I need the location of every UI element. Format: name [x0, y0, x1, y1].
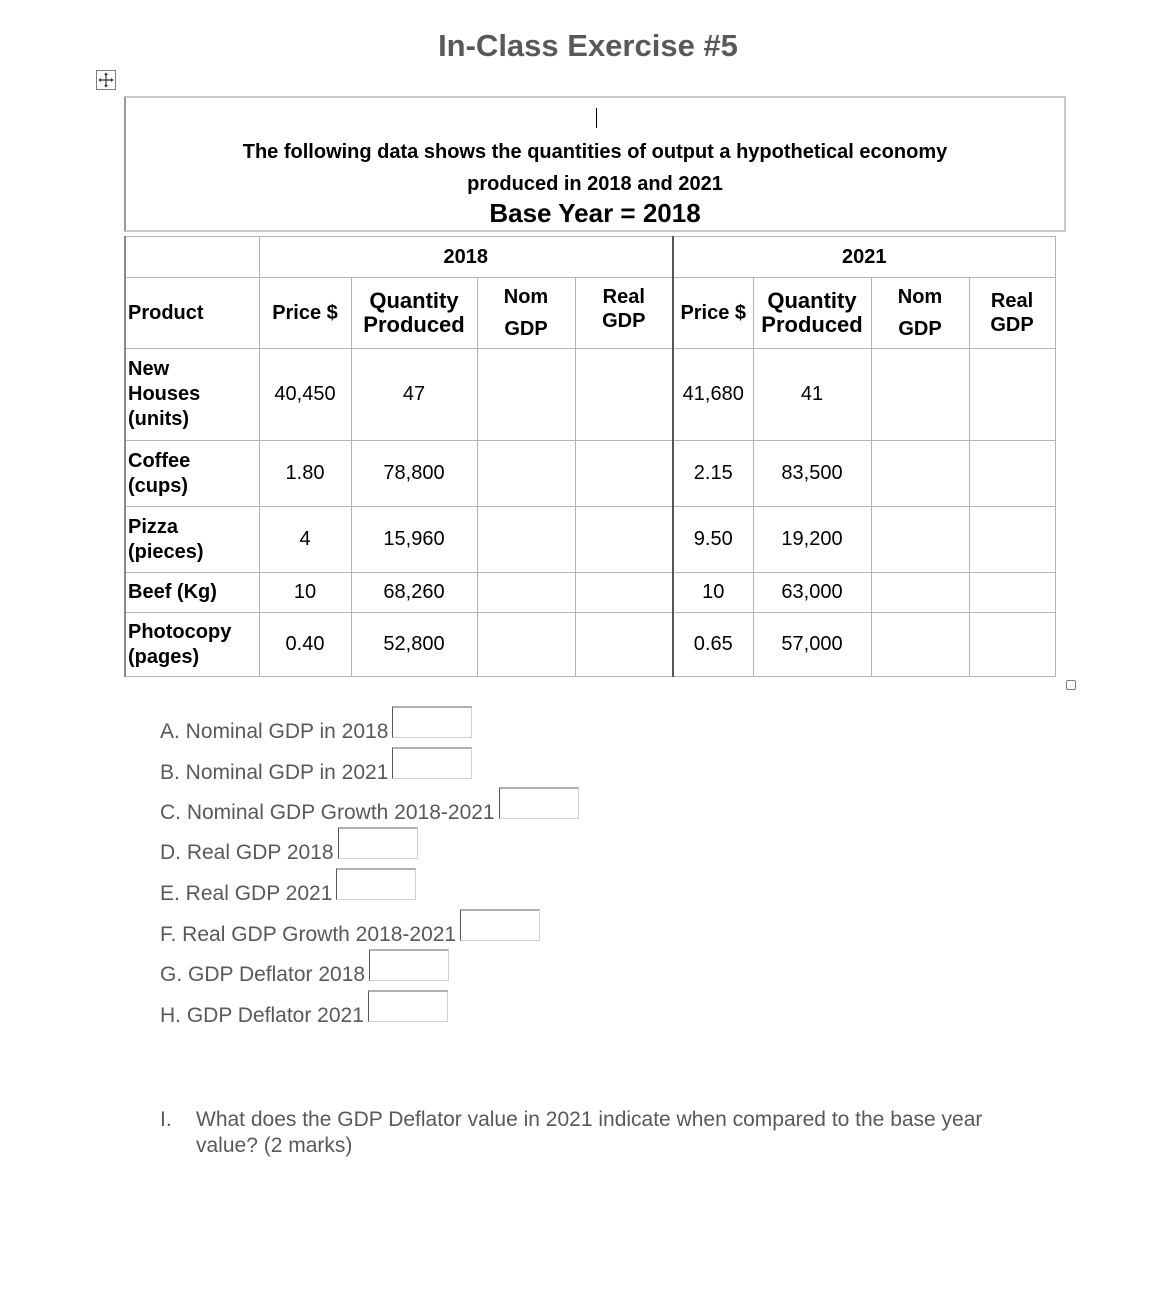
table-row [125, 573, 1055, 613]
gdp-table [124, 236, 1056, 677]
nom-gdp-2021-cell[interactable] [871, 507, 969, 573]
intro-text [124, 136, 1066, 200]
product-cell: Photocopy (pages) [125, 613, 259, 677]
col-quantity-2021: Quantity Produced [753, 278, 871, 349]
year-header-blank [125, 237, 259, 278]
col-real-gdp-2021: Real GDP [969, 278, 1055, 349]
product-cell: Beef (Kg) [125, 573, 259, 613]
intro-line-1: The following data shows the quantities of output a hypothetical economy [242, 141, 948, 163]
price-2018-cell: 4 [259, 507, 351, 573]
real-gdp-2021-cell[interactable] [969, 349, 1055, 441]
nom-gdp-2018-cell[interactable] [477, 613, 575, 677]
product-cell: New Houses (units) [125, 349, 259, 441]
real-gdp-2018-cell[interactable] [575, 573, 673, 613]
question-d: D. Real GDP 2018 [160, 835, 418, 865]
move-arrows-icon [97, 71, 115, 89]
table-row [125, 349, 1055, 441]
answer-field-e[interactable] [336, 868, 416, 900]
price-2021-cell: 2.15 [673, 441, 753, 507]
quantity-2018-cell: 68,260 [351, 573, 477, 613]
product-cell: Coffee (cups) [125, 441, 259, 507]
text-cursor [596, 108, 597, 128]
quantity-2018-cell: 52,800 [351, 613, 477, 677]
quantity-2021-cell: 83,500 [753, 441, 871, 507]
price-2018-cell: 40,450 [259, 349, 351, 441]
question-h: H. GDP Deflator 2021 [160, 998, 448, 1028]
year-header-2018: 2018 [259, 237, 673, 278]
price-2018-cell: 1.80 [259, 441, 351, 507]
quantity-2018-cell: 15,960 [351, 507, 477, 573]
answer-field-g[interactable] [369, 949, 449, 981]
price-2021-cell: 41,680 [673, 349, 753, 441]
col-product: Product [125, 278, 259, 349]
answer-field-c[interactable] [499, 787, 579, 819]
real-gdp-2018-cell[interactable] [575, 441, 673, 507]
year-header-2021: 2021 [673, 237, 1055, 278]
question-a: A. Nominal GDP in 2018 [160, 714, 472, 744]
table-row [125, 441, 1055, 507]
answer-field-a[interactable] [392, 706, 472, 738]
question-i-number: I. [160, 1108, 172, 1131]
nom-gdp-2018-cell[interactable] [477, 507, 575, 573]
question-g: G. GDP Deflator 2018 [160, 957, 449, 987]
answer-field-d[interactable] [338, 827, 418, 859]
product-cell: Pizza (pieces) [125, 507, 259, 573]
quantity-2021-cell: 19,200 [753, 507, 871, 573]
col-quantity-2018: Quantity Produced [351, 278, 477, 349]
quantity-2021-cell: 63,000 [753, 573, 871, 613]
table-resize-handle[interactable] [1066, 680, 1076, 690]
real-gdp-2021-cell[interactable] [969, 507, 1055, 573]
price-2021-cell: 9.50 [673, 507, 753, 573]
col-price-2018: Price $ [259, 278, 351, 349]
col-nom-gdp-2018: Nom GDP [477, 278, 575, 349]
answer-field-h[interactable] [368, 990, 448, 1022]
quantity-2018-cell: 47 [351, 349, 477, 441]
real-gdp-2018-cell[interactable] [575, 507, 673, 573]
real-gdp-2018-cell[interactable] [575, 349, 673, 441]
nom-gdp-2021-cell[interactable] [871, 573, 969, 613]
real-gdp-2021-cell[interactable] [969, 441, 1055, 507]
nom-gdp-2021-cell[interactable] [871, 613, 969, 677]
question-i [160, 1107, 1040, 1159]
page-title: In-Class Exercise #5 [438, 28, 738, 63]
question-i-text: What does the GDP Deflator value in 2021 indicate when compared to the base year value? (2 marks) [196, 1108, 983, 1157]
real-gdp-2021-cell[interactable] [969, 613, 1055, 677]
price-2018-cell: 0.40 [259, 613, 351, 677]
table-row [125, 613, 1055, 677]
real-gdp-2021-cell[interactable] [969, 573, 1055, 613]
col-price-2021: Price $ [673, 278, 753, 349]
answer-field-f[interactable] [460, 909, 540, 941]
quantity-2021-cell: 41 [753, 349, 871, 441]
question-f: F. Real GDP Growth 2018-2021 [160, 917, 540, 947]
col-nom-gdp-2021: Nom GDP [871, 278, 969, 349]
table-row [125, 507, 1055, 573]
question-c: C. Nominal GDP Growth 2018-2021 [160, 795, 579, 825]
nom-gdp-2021-cell[interactable] [871, 441, 969, 507]
price-2021-cell: 10 [673, 573, 753, 613]
col-real-gdp-2018: Real GDP [575, 278, 673, 349]
base-year: Base Year = 2018 [489, 198, 701, 228]
real-gdp-2018-cell[interactable] [575, 613, 673, 677]
quantity-2018-cell: 78,800 [351, 441, 477, 507]
nom-gdp-2018-cell[interactable] [477, 441, 575, 507]
answer-field-b[interactable] [392, 747, 472, 779]
intro-line-2: produced in 2018 and 2021 [467, 173, 723, 195]
price-2021-cell: 0.65 [673, 613, 753, 677]
nom-gdp-2018-cell[interactable] [477, 349, 575, 441]
nom-gdp-2021-cell[interactable] [871, 349, 969, 441]
nom-gdp-2018-cell[interactable] [477, 573, 575, 613]
quantity-2021-cell: 57,000 [753, 613, 871, 677]
question-b: B. Nominal GDP in 2021 [160, 755, 472, 785]
price-2018-cell: 10 [259, 573, 351, 613]
question-e: E. Real GDP 2021 [160, 876, 416, 906]
table-move-handle[interactable] [96, 70, 116, 90]
